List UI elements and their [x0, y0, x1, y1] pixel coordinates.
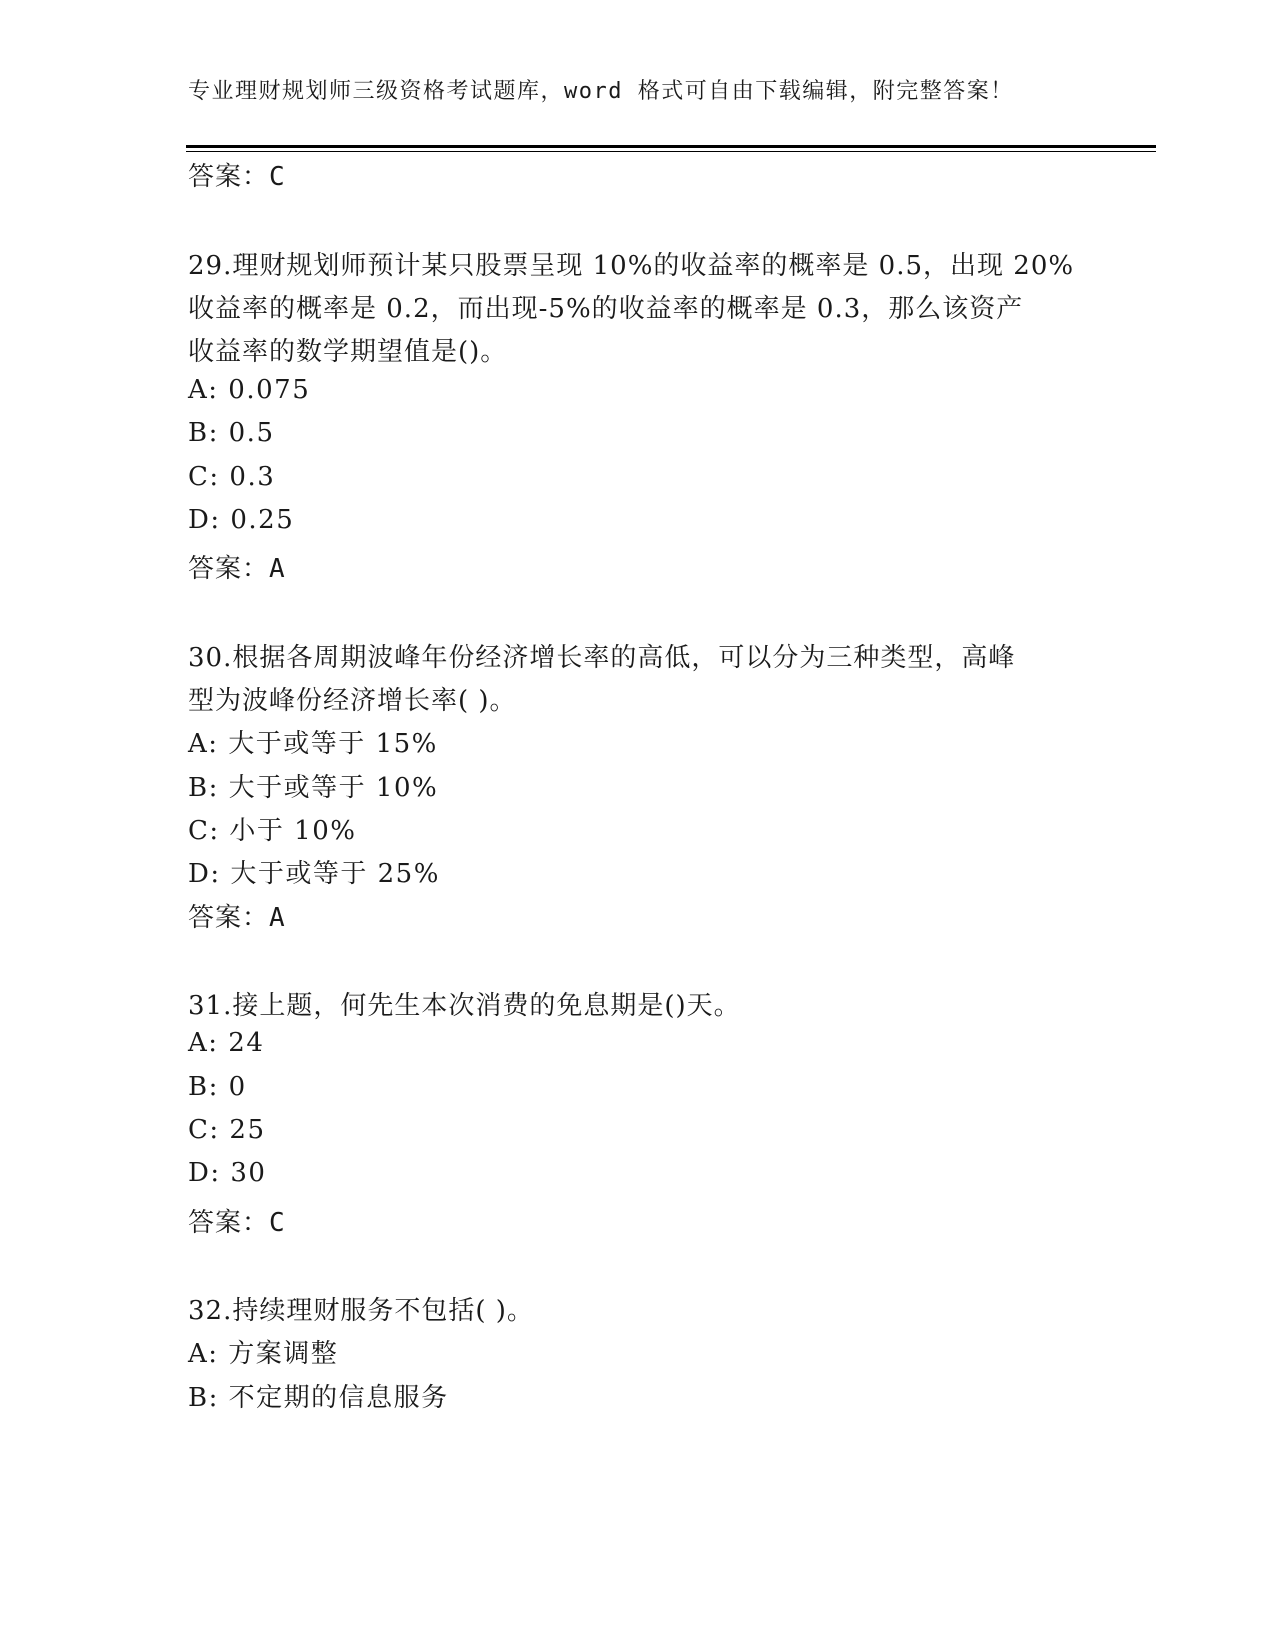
option-a: A: 0.075 [188, 375, 311, 405]
question-stem-line: 29.理财规划师预计某只股票呈现 10%的收益率的概率是 0.5，出现 20% [188, 251, 1075, 281]
answer-label: 答案： [188, 162, 270, 192]
answer-value: C [269, 162, 286, 192]
question-stem-line: 收益率的数学期望值是()。 [188, 337, 508, 367]
option-d: D: 0.25 [188, 505, 295, 535]
header-rule-thin [186, 151, 1156, 152]
answer-label: 答案： [188, 554, 270, 584]
question-stem-line: 31.接上题，何先生本次消费的免息期是()天。 [188, 991, 741, 1021]
header-rule-thick [186, 145, 1156, 148]
question-stem-line: 30.根据各周期波峰年份经济增长率的高低，可以分为三种类型，高峰 [188, 643, 1016, 673]
question-stem-line: 型为波峰份经济增长率( )。 [188, 686, 517, 716]
answer-line [188, 548, 286, 585]
question-stem-line: 32.持续理财服务不包括( )。 [188, 1296, 534, 1326]
option-a: A: 大于或等于 15% [188, 729, 438, 759]
option-c: C: 0.3 [188, 462, 276, 492]
answer-line [188, 1202, 286, 1239]
option-b: B: 大于或等于 10% [188, 773, 439, 803]
page-header: 专业理财规划师三级资格考试题库，word 格式可自由下载编辑，附完整答案！ [188, 79, 1014, 104]
option-b: B: 0.5 [188, 418, 275, 448]
option-a: A: 24 [188, 1028, 265, 1058]
answer-line [188, 897, 286, 934]
question-stem-line: 收益率的概率是 0.2，而出现-5%的收益率的概率是 0.3，那么该资产 [188, 294, 1024, 324]
option-d: D: 30 [188, 1158, 267, 1188]
option-a: A: 方案调整 [188, 1339, 339, 1369]
answer-value: C [269, 1208, 286, 1238]
option-b: B: 0 [188, 1072, 247, 1102]
option-b: B: 不定期的信息服务 [188, 1383, 449, 1413]
answer-line [188, 156, 286, 193]
answer-label: 答案： [188, 903, 270, 933]
option-c: C: 小于 10% [188, 816, 357, 846]
option-c: C: 25 [188, 1115, 266, 1145]
answer-label: 答案： [188, 1208, 270, 1238]
answer-value: A [269, 554, 286, 584]
answer-value: A [269, 903, 286, 933]
option-d: D: 大于或等于 25% [188, 859, 440, 889]
